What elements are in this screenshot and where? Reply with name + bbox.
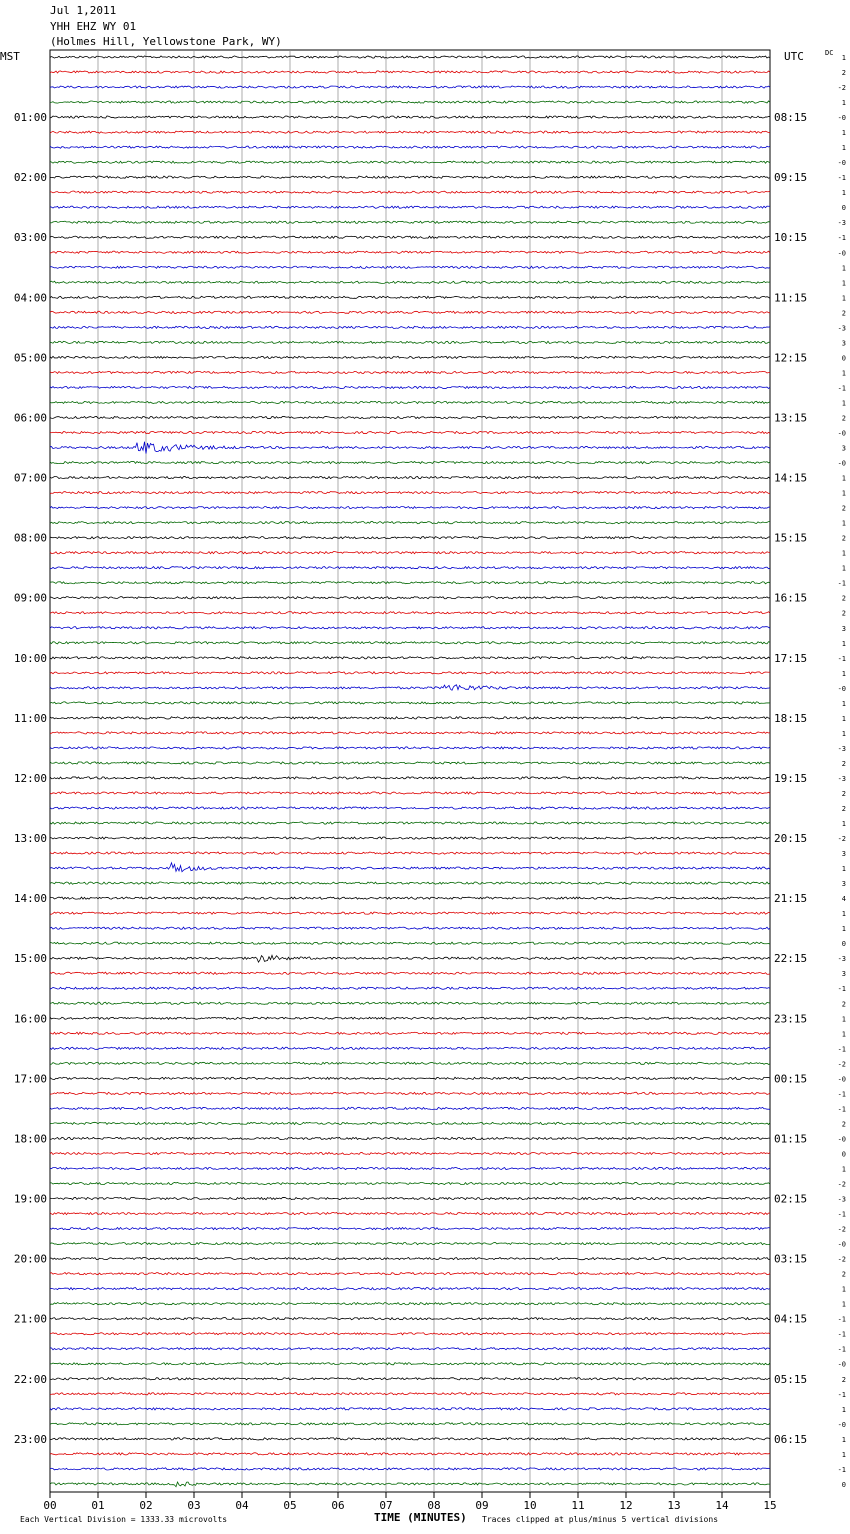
utc-hour-label: 20:15 xyxy=(774,832,808,846)
trace-row xyxy=(50,777,770,779)
mst-hour-label: 05:00 xyxy=(13,351,47,365)
mst-hour-label: 11:00 xyxy=(13,711,47,725)
dc-offset-label: -0 xyxy=(837,1240,846,1249)
dc-offset-label: 2 xyxy=(841,1000,846,1009)
mst-hour-label: 13:00 xyxy=(13,832,47,846)
trace-row xyxy=(50,1032,770,1034)
trace-row xyxy=(50,1242,770,1244)
trace-row xyxy=(50,1107,770,1109)
trace-row xyxy=(50,386,770,388)
dc-offset-label: 1 xyxy=(841,189,846,198)
x-tick-label: 06 xyxy=(331,1499,345,1512)
mst-hour-label: 02:00 xyxy=(13,171,47,185)
trace-row xyxy=(50,792,770,794)
dc-offset-label: -0 xyxy=(837,159,846,168)
dc-offset-label: -2 xyxy=(837,1060,846,1069)
utc-hour-label: 06:15 xyxy=(774,1432,808,1446)
mst-hour-label: 15:00 xyxy=(13,952,47,966)
dc-offset-label: -1 xyxy=(837,1315,846,1324)
dc-offset-label: 1 xyxy=(841,54,846,62)
utc-hour-label: 23:15 xyxy=(774,1012,808,1026)
dc-offset-label: 1 xyxy=(841,369,846,378)
mst-hour-label: 17:00 xyxy=(13,1072,47,1086)
x-tick-label: 15 xyxy=(763,1499,777,1512)
trace-row xyxy=(50,702,770,704)
trace-row xyxy=(50,431,770,433)
dc-offset-label: -1 xyxy=(837,1105,846,1114)
trace-row xyxy=(50,251,770,253)
mst-hour-label: 10:00 xyxy=(13,651,47,665)
utc-hour-label: 00:15 xyxy=(774,1072,808,1086)
mst-hour-label: 03:00 xyxy=(13,231,47,245)
trace-row xyxy=(50,161,770,163)
dc-offset-label: -1 xyxy=(837,1465,846,1474)
dc-offset-label: -1 xyxy=(837,1210,846,1219)
x-tick-label: 05 xyxy=(283,1499,297,1512)
utc-hour-label: 22:15 xyxy=(774,952,808,966)
mst-hour-label: 09:00 xyxy=(13,591,47,605)
trace-row xyxy=(50,955,770,962)
x-axis-title: TIME (MINUTES) xyxy=(374,1511,467,1524)
trace-row xyxy=(50,71,770,73)
dc-offset-label: 3 xyxy=(841,339,846,348)
trace-row xyxy=(50,807,770,809)
trace-row xyxy=(50,341,770,343)
mst-hour-label: 20:00 xyxy=(13,1252,47,1266)
dc-offset-label: -1 xyxy=(837,1090,846,1099)
dc-offset-label: -0 xyxy=(837,114,846,123)
utc-hour-label: 03:15 xyxy=(774,1252,808,1266)
dc-offset-label: 0 xyxy=(841,1480,846,1489)
trace-row xyxy=(50,146,770,148)
mst-hour-label: 21:00 xyxy=(13,1312,47,1326)
dc-offset-label: 4 xyxy=(841,895,846,904)
trace-row xyxy=(50,837,770,839)
dc-offset-label: 2 xyxy=(841,504,846,513)
mst-hour-label: 16:00 xyxy=(13,1012,47,1026)
trace-row xyxy=(50,507,770,509)
dc-offset-label: -0 xyxy=(837,249,846,258)
x-tick-label: 04 xyxy=(235,1499,249,1512)
dc-offset-label: 1 xyxy=(841,1030,846,1039)
utc-hour-label: 21:15 xyxy=(774,892,808,906)
dc-offset-label: 1 xyxy=(841,99,846,108)
utc-hour-label: 02:15 xyxy=(774,1192,808,1206)
trace-row xyxy=(50,442,770,454)
trace-row xyxy=(50,627,770,629)
trace-row xyxy=(50,882,770,884)
utc-hour-label: 16:15 xyxy=(774,591,808,605)
mst-hour-label: 04:00 xyxy=(13,291,47,305)
trace-row xyxy=(50,86,770,88)
trace-row xyxy=(50,236,770,238)
dc-offset-label: -3 xyxy=(837,744,846,753)
x-tick-label: 11 xyxy=(571,1499,585,1512)
dc-offset-label: 2 xyxy=(841,69,846,78)
trace-row xyxy=(50,491,770,493)
trace-row xyxy=(50,897,770,899)
trace-row xyxy=(50,56,770,58)
trace-row xyxy=(50,657,770,659)
dc-offset-label: 1 xyxy=(841,714,846,723)
utc-hour-label: 15:15 xyxy=(774,531,808,545)
dc-offset-label: -1 xyxy=(837,1345,846,1354)
trace-row xyxy=(50,597,770,599)
dc-offset-label: 1 xyxy=(841,129,846,138)
trace-row xyxy=(50,552,770,554)
dc-offset-label: -1 xyxy=(837,384,846,393)
dc-offset-label: 3 xyxy=(841,624,846,633)
trace-row xyxy=(50,1303,770,1305)
dc-offset-label: -0 xyxy=(837,684,846,693)
mst-hour-label: 18:00 xyxy=(13,1132,47,1146)
dc-offset-label: 1 xyxy=(841,1435,846,1444)
header-date: Jul 1,2011 xyxy=(50,4,117,17)
dc-offset-label: 1 xyxy=(841,1285,846,1294)
x-tick-label: 10 xyxy=(523,1499,537,1512)
trace-row xyxy=(50,1408,770,1410)
dc-offset-label: -3 xyxy=(837,1195,846,1204)
trace-row xyxy=(50,191,770,193)
trace-row xyxy=(50,1333,770,1335)
dc-offset-label: 3 xyxy=(841,444,846,453)
utc-hour-label: 05:15 xyxy=(774,1372,808,1386)
trace-row xyxy=(50,972,770,974)
trace-row xyxy=(50,1288,770,1290)
utc-hour-label: 11:15 xyxy=(774,291,808,305)
utc-hour-label: 14:15 xyxy=(774,471,808,485)
dc-offset-label: 2 xyxy=(841,594,846,603)
header-station: YHH EHZ WY 01 xyxy=(50,20,137,33)
dc-offset-label: -0 xyxy=(837,459,846,468)
trace-row xyxy=(50,732,770,734)
trace-row xyxy=(50,101,770,103)
mst-hour-label: 22:00 xyxy=(13,1372,47,1386)
trace-row xyxy=(50,537,770,539)
utc-hour-label: 17:15 xyxy=(774,651,808,665)
dc-offset-label: 3 xyxy=(841,850,846,859)
utc-hour-label: 10:15 xyxy=(774,231,808,245)
trace-row xyxy=(50,987,770,989)
trace-row xyxy=(50,1017,770,1019)
trace-row xyxy=(50,762,770,764)
dc-offset-label: 1 xyxy=(841,264,846,273)
dc-offset-label: 1 xyxy=(841,564,846,573)
trace-row xyxy=(50,1152,770,1154)
trace-row xyxy=(50,1047,770,1049)
trace-row xyxy=(50,461,770,463)
x-tick-label: 02 xyxy=(139,1499,153,1512)
utc-hour-label: 01:15 xyxy=(774,1132,808,1146)
trace-row xyxy=(50,311,770,313)
x-tick-label: 09 xyxy=(475,1499,489,1512)
trace-row xyxy=(50,582,770,584)
trace-row xyxy=(50,672,770,674)
header-location: (Holmes Hill, Yellowstone Park, WY) xyxy=(50,35,282,48)
trace-row xyxy=(50,1378,770,1380)
dc-offset-label: -0 xyxy=(837,1075,846,1084)
trace-row xyxy=(50,1077,770,1079)
dc-offset-label: -2 xyxy=(837,1255,846,1264)
trace-row xyxy=(50,1258,770,1260)
footer-clip-note: Traces clipped at plus/minus 5 vertical divisions xyxy=(482,1515,719,1524)
dc-offset-label: 1 xyxy=(841,669,846,678)
dc-offset-label: -1 xyxy=(837,1045,846,1054)
dc-offset-label: 2 xyxy=(841,534,846,543)
x-tick-label: 03 xyxy=(187,1499,201,1512)
x-tick-label: 01 xyxy=(91,1499,105,1512)
trace-row xyxy=(50,1438,770,1440)
trace-row xyxy=(50,1197,770,1199)
mst-hour-label: 19:00 xyxy=(13,1192,47,1206)
dc-offset-label: 2 xyxy=(841,609,846,618)
dc-offset-label: -0 xyxy=(837,1360,846,1369)
trace-row xyxy=(50,1212,770,1214)
mst-hour-label: 01:00 xyxy=(13,111,47,125)
dc-offset-label: 1 xyxy=(841,925,846,934)
dc-offset-label: -1 xyxy=(837,1390,846,1399)
dc-offset-label: -2 xyxy=(837,1225,846,1234)
trace-row xyxy=(50,1468,770,1470)
dc-offset-label: 1 xyxy=(841,474,846,483)
dc-offset-label: 1 xyxy=(841,699,846,708)
dc-offset-label: 2 xyxy=(841,1375,846,1384)
dc-offset-label: -1 xyxy=(837,579,846,588)
trace-row xyxy=(50,1273,770,1275)
dc-offset-label: 1 xyxy=(841,865,846,874)
dc-offset-label: 2 xyxy=(841,1270,846,1279)
trace-row xyxy=(50,476,770,478)
dc-offset-label: 3 xyxy=(841,970,846,979)
trace-row xyxy=(50,1318,770,1320)
utc-hour-label: 12:15 xyxy=(774,351,808,365)
dc-offset-label: 3 xyxy=(841,880,846,889)
dc-offset-label: -0 xyxy=(837,1135,846,1144)
trace-row xyxy=(50,642,770,644)
x-tick-label: 14 xyxy=(715,1499,729,1512)
dc-offset-label: 2 xyxy=(841,759,846,768)
mst-hour-label: 12:00 xyxy=(13,771,47,785)
dc-offset-label: 1 xyxy=(841,1405,846,1414)
dc-offset-label: 2 xyxy=(841,789,846,798)
utc-hour-label: 13:15 xyxy=(774,411,808,425)
mst-hour-label: 08:00 xyxy=(13,531,47,545)
mst-hour-label: 23:00 xyxy=(13,1432,47,1446)
dc-offset-label: 1 xyxy=(841,639,846,648)
trace-row xyxy=(50,326,770,328)
trace-row xyxy=(50,1137,770,1139)
trace-row xyxy=(50,1423,770,1425)
utc-hour-label: 04:15 xyxy=(774,1312,808,1326)
dc-offset-label: -3 xyxy=(837,324,846,333)
dc-offset-label: -0 xyxy=(837,429,846,438)
trace-row xyxy=(50,747,770,749)
trace-row xyxy=(50,131,770,133)
dc-offset-label: -3 xyxy=(837,955,846,964)
dc-offset-label: 1 xyxy=(841,1015,846,1024)
dc-offset-label: 0 xyxy=(841,1150,846,1159)
trace-row xyxy=(50,822,770,824)
trace-row xyxy=(50,852,770,854)
dc-offset-label: -2 xyxy=(837,1180,846,1189)
trace-row xyxy=(50,685,770,690)
trace-row xyxy=(50,1227,770,1229)
dc-offset-label: -1 xyxy=(837,985,846,994)
x-tick-label: 13 xyxy=(667,1499,681,1512)
dc-offset-label: -1 xyxy=(837,1330,846,1339)
trace-row xyxy=(50,863,770,872)
mst-hour-label: 14:00 xyxy=(13,892,47,906)
dc-offset-label: -1 xyxy=(837,234,846,243)
utc-hour-label: 09:15 xyxy=(774,171,808,185)
x-tick-label: 12 xyxy=(619,1499,633,1512)
trace-row xyxy=(50,266,770,268)
trace-row xyxy=(50,206,770,208)
trace-row xyxy=(50,356,770,358)
trace-row xyxy=(50,912,770,914)
dc-offset-label: -1 xyxy=(837,654,846,663)
dc-offset-label: -0 xyxy=(837,1420,846,1429)
dc-offset-label: 1 xyxy=(841,399,846,408)
dc-offset-label: 1 xyxy=(841,820,846,829)
trace-row xyxy=(50,1482,770,1487)
trace-row xyxy=(50,567,770,569)
dc-label: DC xyxy=(825,49,834,57)
trace-row xyxy=(50,927,770,929)
utc-hour-label: 08:15 xyxy=(774,111,808,125)
trace-row xyxy=(50,296,770,298)
dc-offset-label: 1 xyxy=(841,294,846,303)
dc-offset-label: 1 xyxy=(841,489,846,498)
dc-offset-label: 2 xyxy=(841,309,846,318)
x-tick-label: 07 xyxy=(379,1499,393,1512)
trace-row xyxy=(50,717,770,719)
dc-offset-label: -1 xyxy=(837,174,846,183)
x-tick-label: 00 xyxy=(43,1499,57,1512)
trace-row xyxy=(50,116,770,118)
dc-offset-label: 2 xyxy=(841,414,846,423)
dc-offset-label: 1 xyxy=(841,519,846,528)
dc-offset-label: -3 xyxy=(837,219,846,228)
dc-offset-label: 1 xyxy=(841,144,846,153)
footer-scale-note: Each Vertical Division = 1333.33 microvolts xyxy=(20,1515,228,1524)
trace-row xyxy=(50,1167,770,1169)
trace-row xyxy=(50,1453,770,1455)
dc-offset-label: 1 xyxy=(841,1300,846,1309)
dc-offset-label: 1 xyxy=(841,1165,846,1174)
dc-offset-label: 0 xyxy=(841,940,846,949)
mst-hour-label: 06:00 xyxy=(13,411,47,425)
dc-offset-label: 1 xyxy=(841,910,846,919)
dc-offset-label: -3 xyxy=(837,774,846,783)
trace-row xyxy=(50,371,770,373)
x-tick-label: 08 xyxy=(427,1499,441,1512)
dc-offset-label: 0 xyxy=(841,204,846,213)
trace-row xyxy=(50,1363,770,1365)
dc-offset-label: 2 xyxy=(841,1120,846,1129)
trace-row xyxy=(50,1182,770,1184)
trace-row xyxy=(50,416,770,418)
dc-offset-label: -2 xyxy=(837,835,846,844)
trace-row xyxy=(50,1062,770,1064)
trace-row xyxy=(50,176,770,178)
dc-offset-label: 0 xyxy=(841,354,846,363)
trace-row xyxy=(50,612,770,614)
dc-offset-label: 1 xyxy=(841,279,846,288)
utc-hour-label: 19:15 xyxy=(774,771,808,785)
trace-row xyxy=(50,401,770,403)
mst-hour-label: 07:00 xyxy=(13,471,47,485)
trace-row xyxy=(50,1393,770,1395)
trace-row xyxy=(50,1092,770,1094)
utc-hour-label: 18:15 xyxy=(774,711,808,725)
trace-row xyxy=(50,522,770,524)
dc-offset-label: -2 xyxy=(837,84,846,93)
dc-offset-label: 1 xyxy=(841,549,846,558)
dc-offset-label: 2 xyxy=(841,805,846,813)
trace-row xyxy=(50,221,770,223)
utc-label: UTC xyxy=(784,50,804,63)
trace-row xyxy=(50,1122,770,1124)
dc-offset-label: 1 xyxy=(841,1450,846,1459)
trace-row xyxy=(50,942,770,944)
trace-row xyxy=(50,281,770,283)
dc-offset-label: 1 xyxy=(841,729,846,738)
trace-row xyxy=(50,1348,770,1350)
mst-label: MST xyxy=(0,50,20,63)
trace-row xyxy=(50,1002,770,1004)
